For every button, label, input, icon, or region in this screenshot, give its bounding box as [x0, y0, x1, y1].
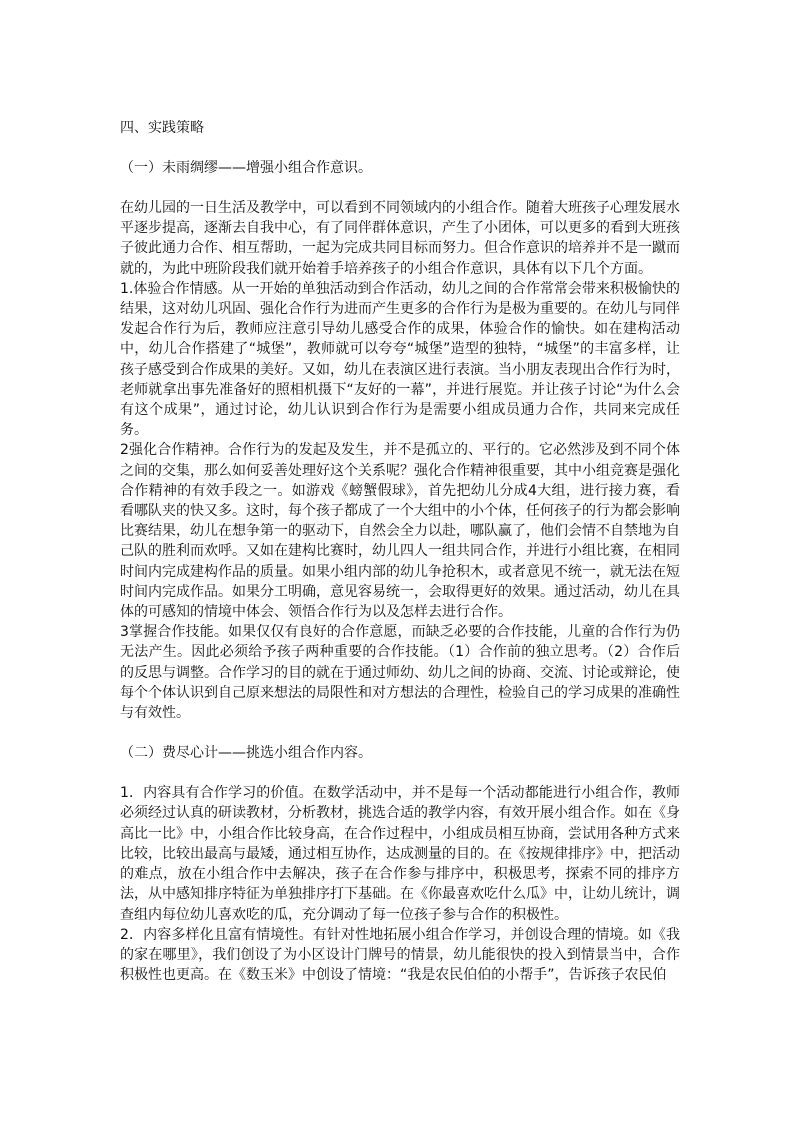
spacer	[120, 723, 680, 743]
spacer	[120, 138, 680, 158]
section-title: 四、实践策略	[120, 120, 204, 136]
part2-title: （二）费尽心计——挑选小组合作内容。	[120, 745, 372, 762]
document-body	[120, 118, 680, 985]
spacer	[120, 763, 680, 783]
part1-title: （一）未雨绸缪——增强小组合作意识。	[120, 160, 372, 176]
part1-intro-paragraph: 在幼儿园的一日生活及教学中，可以看到不同领域内的小组合作。随着大班孩子心理发展水平逐步提高，逐渐去自我中心，有了同伴群体意识，产生了小团体，可以更多的看到大班孩子彼此通力合作、相互帮助，一起为完成共同目标而努力。但合作意识的培养并不是一蹴而就的，为此中班阶段我们就开始着手培养孩子的小组合作意识，具体有以下几个方面。	[120, 200, 680, 277]
part2-item2-paragraph: 2．内容多样化且富有情境性。有针对性地拓展小组合作学习，并创设合理的情境。如《我的家在哪里》，我们创设了为小区设计门牌号的情景，幼儿能很快的投入到情景当中，合作积极性也更高。在《数玉米》中创设了情境：“我是农民伯伯的小帮手”，告诉孩子农民伯	[120, 926, 680, 984]
spacer	[120, 178, 680, 198]
part1-item1-paragraph: 1.体验合作情感。从一开始的单独活动到合作活动，幼儿之间的合作常常会带来积极愉快的结果，这对幼儿巩固、强化合作行为进而产生更多的合作行为是极为重要的。在幼儿与同伴发起合作行为后，教师应注意引导幼儿感受合作的成果，体验合作的愉快。如在建构活动中，幼儿合作搭建了“城堡”，教师就可以夸夸“城堡”造型的独特，“城堡”的丰富多样，让孩子感受到合作成果的美好。又如，幼儿在表演区进行表演。当小朋友表现出合作行为时，老师就拿出事先准备好的照相机摄下“友好的一幕”，并进行展览。并让孩子讨论“为什么会有这个成果”，通过讨论，幼儿认识到合作行为是需要小组成员通力合作，共同来完成任务。	[120, 280, 680, 439]
part1-item3-paragraph: 3掌握合作技能。如果仅仅有良好的合作意愿，而缺乏必要的合作技能，儿童的合作行为仍无法产生。因此必须给予孩子两种重要的合作技能。（1）合作前的独立思考。（2）合作后的反思与调整。合作学习的目的就在于通过师幼、幼儿之间的协商、交流、讨论或辩论，使每个个体认识到自己原来想法的局限性和对方想法的合理性，检验自己的学习成果的准确性与有效性。	[120, 624, 680, 722]
part2-item1-paragraph: 1．内容具有合作学习的价值。在数学活动中，并不是每一个活动都能进行小组合作，教师必须经过认真的研读教材，分析教材，挑选合适的教学内容，有效开展小组合作。如在《身高比一比》中，小组合作比较身高，在合作过程中，小组成员相互协商，尝试用各种方式来比较，比较出最高与最矮，通过相互协作，达成测量的目的。在《按规律排序》中，把活动的难点，放在小组合作中去解决，孩子在合作参与排序中，积极思考，探索不同的排序方法，从中感知排序特征为单独排序打下基础。在《你最喜欢吃什么瓜》中，让幼儿统计，调查组内每位幼儿喜欢吃的瓜，充分调动了每一位孩子参与合作的积极性。	[120, 785, 680, 923]
part1-item2-paragraph: 2强化合作精神。合作行为的发起及发生，并不是孤立的、平行的。它必然涉及到不同个体之间的交集，那么如何妥善处理好这个关系呢？强化合作精神很重要，其中小组竞赛是强化合作精神的有效手段之一。如游戏《螃蟹假球》，首先把幼儿分成4大组，进行接力赛，看看哪队夹的快又多。这时，每个孩子都成了一个大组中的小个体，任何孩子的行为都会影响比赛结果，幼儿在想争第一的驱动下，自然会全力以赴，哪队赢了，他们会情不自禁地为自己队的胜利而欢呼。又如在建构比赛时，幼儿四人一组共同合作，并进行小组比赛，在相同时间内完成建构作品的质量。如果小组内部的幼儿争抢积木，或者意见不统一，就无法在短时间内完成作品。如果分工明确，意见容易统一，会取得更好的效果。通过活动，幼儿在具体的可感知的情境中体会、领悟合作行为以及怎样去进行合作。	[120, 442, 680, 621]
